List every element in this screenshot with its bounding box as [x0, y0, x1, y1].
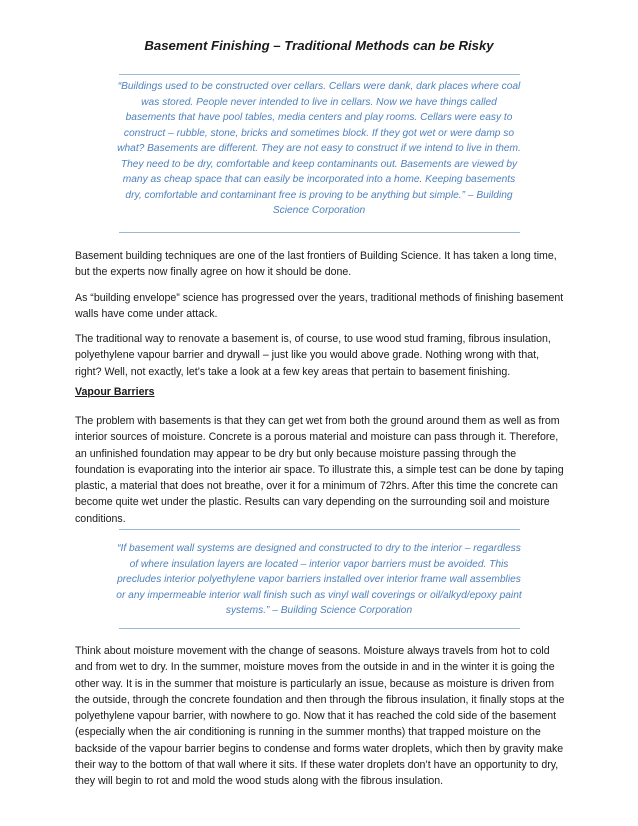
pull-quote-drying: “If basement wall systems are designed and constructed to dry to the interior – regardless of where insulation layers are located – interior vapor barriers must be avoided. This precludes interior polyethylene vapor barriers installed over interior frame wall assemblies or any impermeable interior wall finish such as vinyl wall coverings or oil/alkyd/epoxy paint systems.” – Building Science Corporation — [116, 543, 522, 616]
page-title: Basement Finishing – Traditional Methods can be Risky — [144, 38, 494, 53]
paragraph-intro: Basement building techniques are one of the last frontiers of Building Science. It has taken a long time, but the experts now finally agree on how it should be done. — [75, 250, 557, 279]
quote-bottom-rule — [119, 232, 520, 233]
quote-top-rule — [119, 74, 520, 75]
pull-quote-cellars: “Buildings used to be constructed over cellars. Cellars were dank, dark places where coal was stored. People never intended to live in cellars. Now we have things called basements that have pool tables, media centers and play rooms. Cellars were easy to construct – rubble, stone, bricks and sometimes block. If they got wet or were damp so what? Basements are different. They are not easy to construct if we intend to live in them. They need to be dry, comfortable and keep contaminants out. Basements are viewed by many as cheap space that can easily be incorporated into a home. Keeping basements dry, comfortable and contaminant free is proving to be anything but simple.” – Building Science Corporation — [117, 81, 521, 216]
paragraph-traditional-way: The traditional way to renovate a basement is, of course, to use wood stud framing, fibrous insulation, polyethylene vapour barrier and drywall – just like you would above grade. Nothing wrong with that, right? Well, not exactly, let’s take a look at a few key areas that pertain to basement finishing. — [75, 333, 551, 378]
paragraph-vapour-problem: The problem with basements is that they can get wet from both the ground around them as well as from interior sources of moisture. Concrete is a porous material and moisture can pass through it. Therefore, an unfinished foundation may appear to be dry but only because moisture passing through the foundation is evaporating into the interior air space. To illustrate this, a simple test can be done by taping plastic, a material that does not breathe, over it for a minimum of 72hrs. After this time the concrete can become quite wet under the plastic. Results can vary depending on the surrounding soil and moisture conditions. — [75, 415, 564, 525]
quote2-bottom-rule — [119, 628, 520, 629]
section-heading-vapour-barriers: Vapour Barriers — [75, 386, 155, 398]
paragraph-building-envelope: As “building envelope” science has progressed over the years, traditional methods of finishing basement walls have come under attack. — [75, 292, 564, 321]
quote2-top-rule — [119, 529, 520, 530]
paragraph-moisture-movement: Think about moisture movement with the change of seasons. Moisture always travels from hot to cold and from wet to dry. In the summer, moisture moves from the outside in and in the winter it is going the other way. It is in the summer that moisture is particularly an issue, because as moisture is driven from the outside, through the concrete foundation and then through the fibrous insulation, it finally stops at the polyethylene vapour barrier, with nowhere to go. Now that it has reached the cold side of the basement (especially when the air conditioning is running in the summer months) that trapped moisture on the backside of the vapour barrier begins to condense and forms water droplets, which then by gravity make their way to the bottom of that wall where it sits. If these water droplets don’t have an opportunity to dry, they will begin to rot and mold the wood studs along with the fibrous insulation. — [75, 645, 565, 788]
